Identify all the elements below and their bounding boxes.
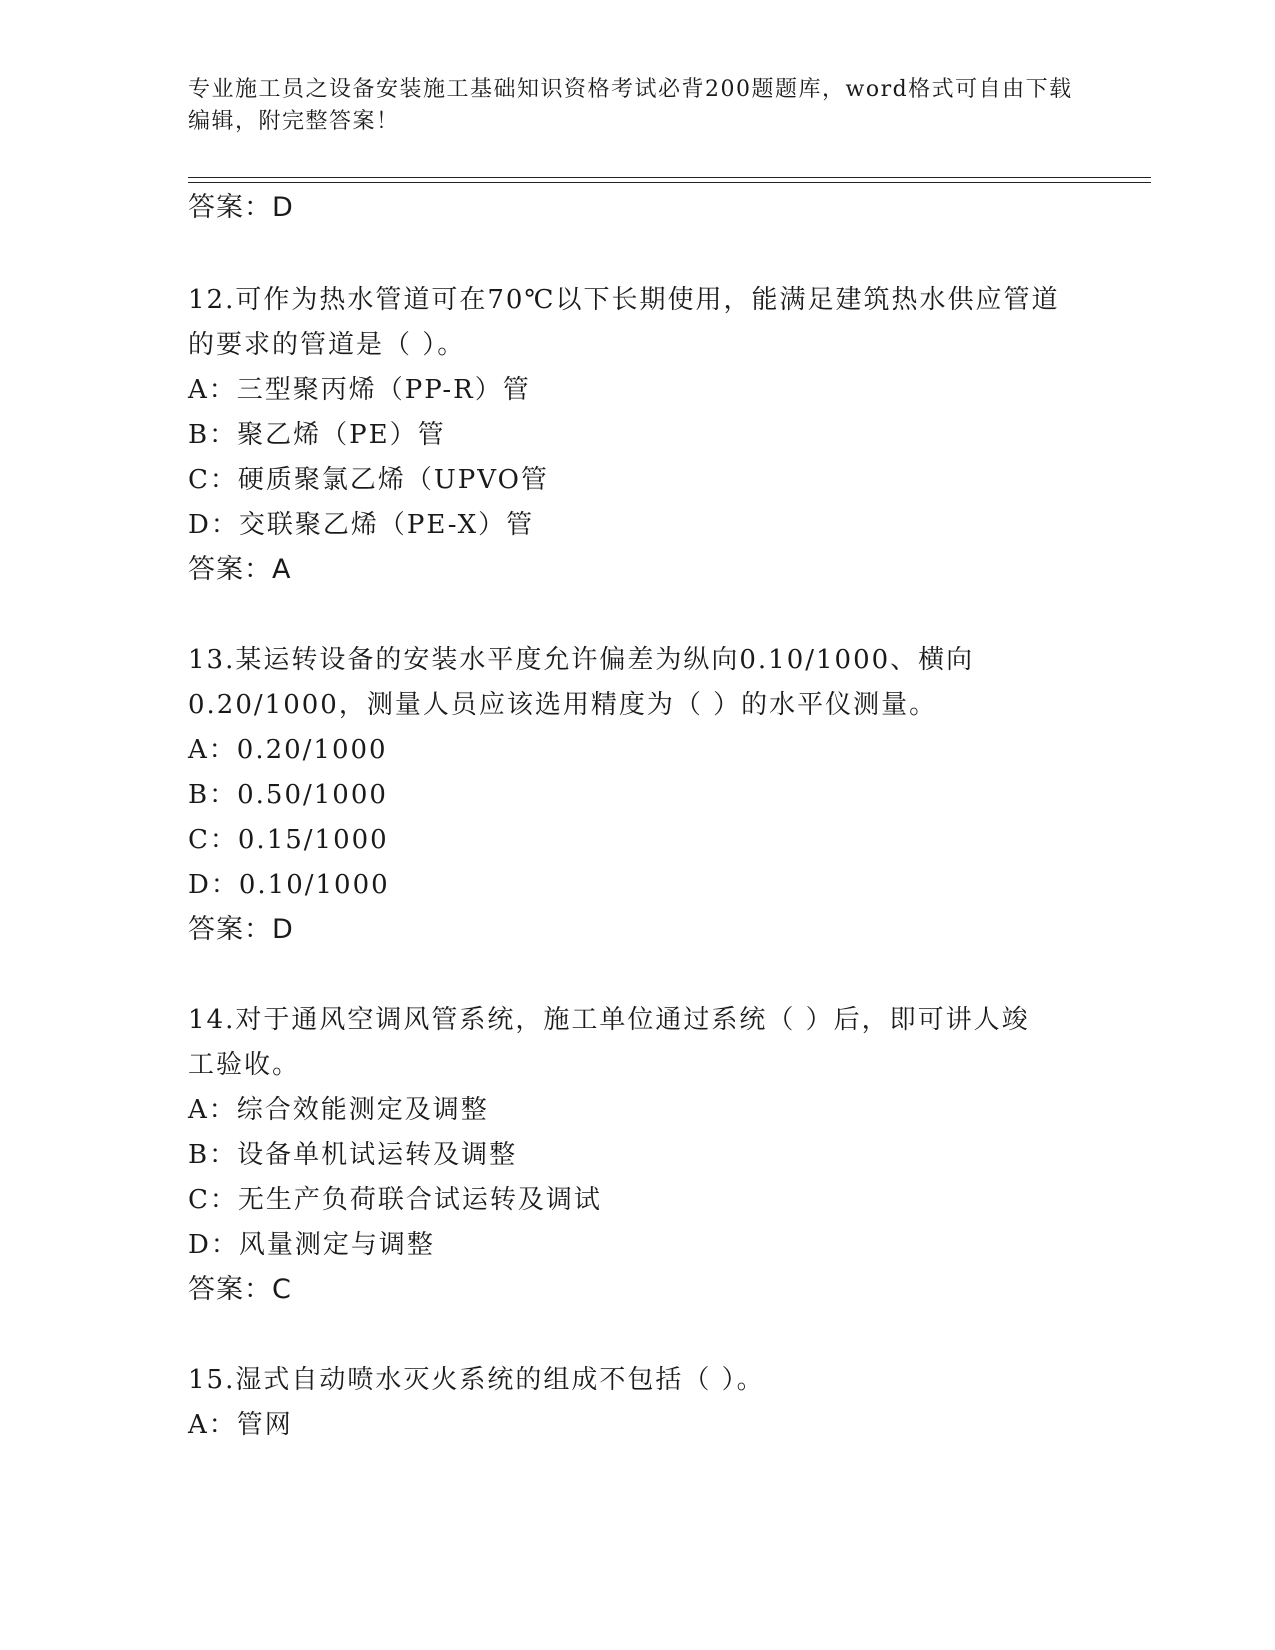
question-13-stem-line-2: 0.20/1000，测量人员应该选用精度为（ ）的水平仪测量。 (188, 690, 938, 720)
question-12-option-b: B：聚乙烯（PE）管 (188, 420, 446, 450)
question-15-option-a: A：管网 (188, 1410, 293, 1440)
answer-q12: 答案：A (188, 554, 292, 585)
question-13-option-c: C：0.15/1000 (188, 825, 389, 855)
question-12-option-a: A：三型聚丙烯（PP-R）管 (188, 375, 531, 405)
question-13-option-b: B：0.50/1000 (188, 780, 388, 810)
question-14-stem-line-2: 工验收。 (188, 1050, 301, 1080)
question-14-option-c: C：无生产负荷联合试运转及调试 (188, 1185, 602, 1215)
question-13-option-a: A：0.20/1000 (188, 735, 388, 765)
answer-q13: 答案：D (188, 914, 294, 945)
question-14-option-a: A：综合效能测定及调整 (188, 1095, 489, 1125)
question-15-stem-line-1: 15.湿式自动喷水灭火系统的组成不包括（ ）。 (188, 1365, 765, 1395)
question-12-option-d: D：交联聚乙烯（PE-X）管 (188, 510, 535, 540)
question-14-stem-line-1: 14.对于通风空调风管系统，施工单位通过系统（ ）后，即可讲人竣 (188, 1005, 1030, 1035)
document-header: 专业施工员之设备安装施工基础知识资格考试必背200题题库，word格式可自由下载编辑，附完整答案！ (188, 77, 1073, 134)
header-divider-bottom (188, 182, 1151, 183)
question-13-stem-line-1: 13.某运转设备的安装水平度允许偏差为纵向0.10/1000、横向 (188, 645, 975, 675)
question-12-option-c: C：硬质聚氯乙烯（UPVO管 (188, 465, 549, 495)
question-12-stem-line-1: 12.可作为热水管道可在70℃以下长期使用，能满足建筑热水供应管道 (188, 285, 1060, 315)
question-14-option-b: B：设备单机试运转及调整 (188, 1140, 518, 1170)
question-14-option-d: D：风量测定与调整 (188, 1230, 435, 1260)
question-12-stem-line-2: 的要求的管道是（ ）。 (188, 330, 466, 360)
header-divider-top (188, 177, 1151, 178)
answer-q14: 答案：C (188, 1274, 292, 1305)
answer-q11: 答案：D (188, 192, 294, 223)
question-13-option-d: D：0.10/1000 (188, 870, 390, 900)
